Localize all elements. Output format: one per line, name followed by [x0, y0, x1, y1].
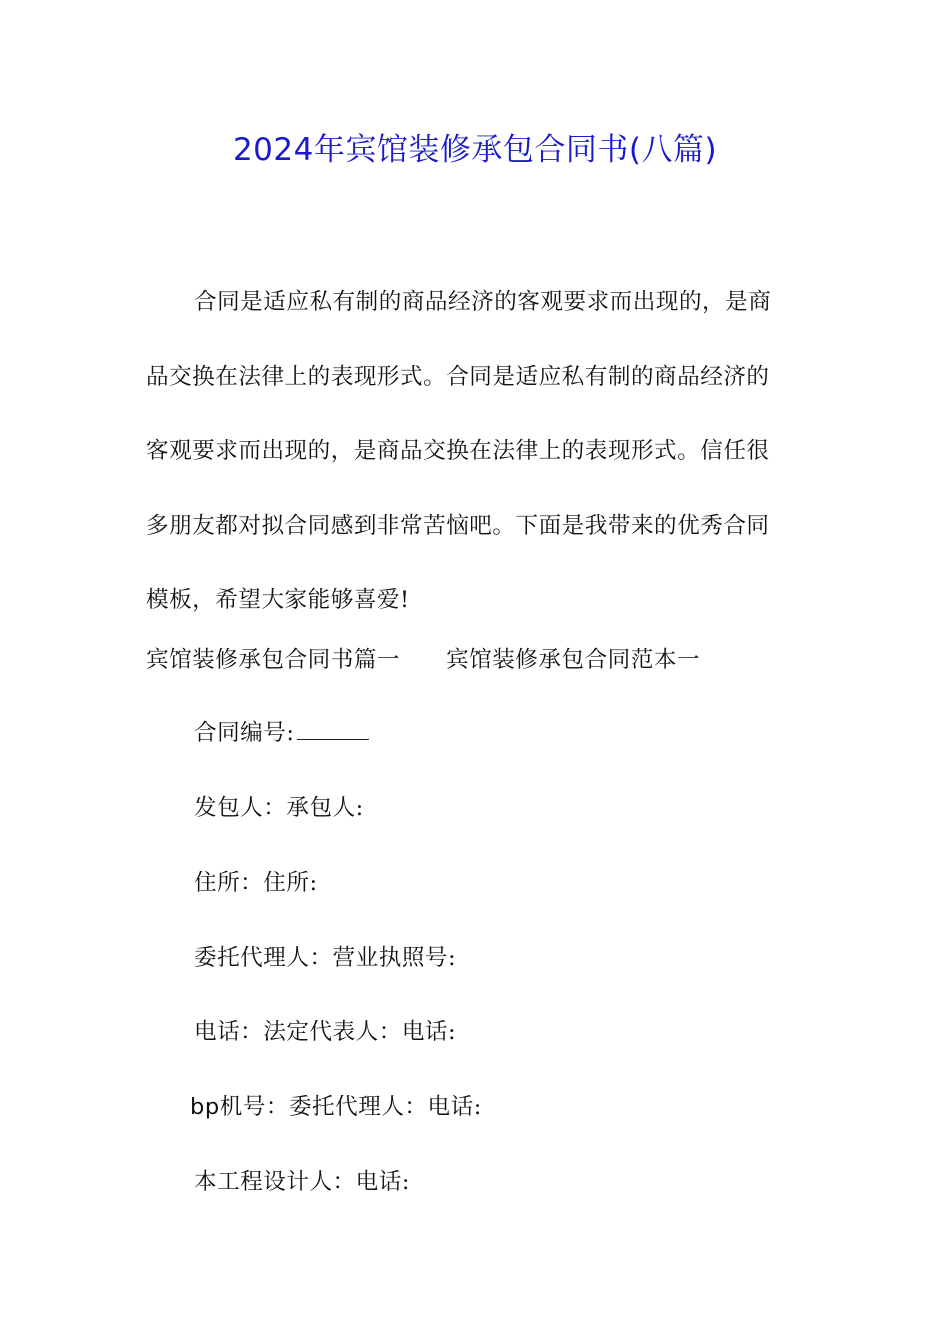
intro-line: 模板，希望大家能够喜爱! [146, 587, 410, 613]
intro-line: 品交换在法律上的表现形式。合同是适应私有制的商品经济的 [146, 363, 770, 390]
intro-line: 合同是适应私有制的商品经济的客观要求而出现的，是商 [194, 289, 772, 315]
contract-number-blank [297, 717, 369, 740]
contract-number-field [194, 713, 369, 753]
address-field: 住所：住所: [194, 870, 318, 896]
intro-line: 多朋友都对拟合同感到非常苦恼吧。下面是我带来的优秀合同 [146, 512, 770, 539]
intro-paragraph [146, 265, 806, 638]
section-heading-line [146, 640, 700, 680]
phone-representative-field: 电话：法定代表人：电话: [194, 1019, 457, 1045]
parties-field: 发包人：承包人: [194, 795, 364, 821]
designer-field: 本工程设计人：电话: [194, 1169, 410, 1195]
contract-number-label: 合同编号: [194, 720, 295, 746]
pager-label: 机号：委托代理人：电话: [219, 1094, 482, 1120]
document-title: 2024年宾馆装修承包合同书(八篇) [232, 132, 718, 168]
pager-number-field [190, 1087, 482, 1127]
section-subheading: 宾馆装修承包合同范本一 [446, 647, 701, 673]
intro-line: 客观要求而出现的，是商品交换在法律上的表现形式。信任很 [146, 438, 770, 464]
pager-prefix: bp [190, 1094, 220, 1120]
section-heading: 宾馆装修承包合同书篇一 [146, 647, 401, 673]
agent-license-field: 委托代理人：营业执照号: [194, 945, 457, 971]
